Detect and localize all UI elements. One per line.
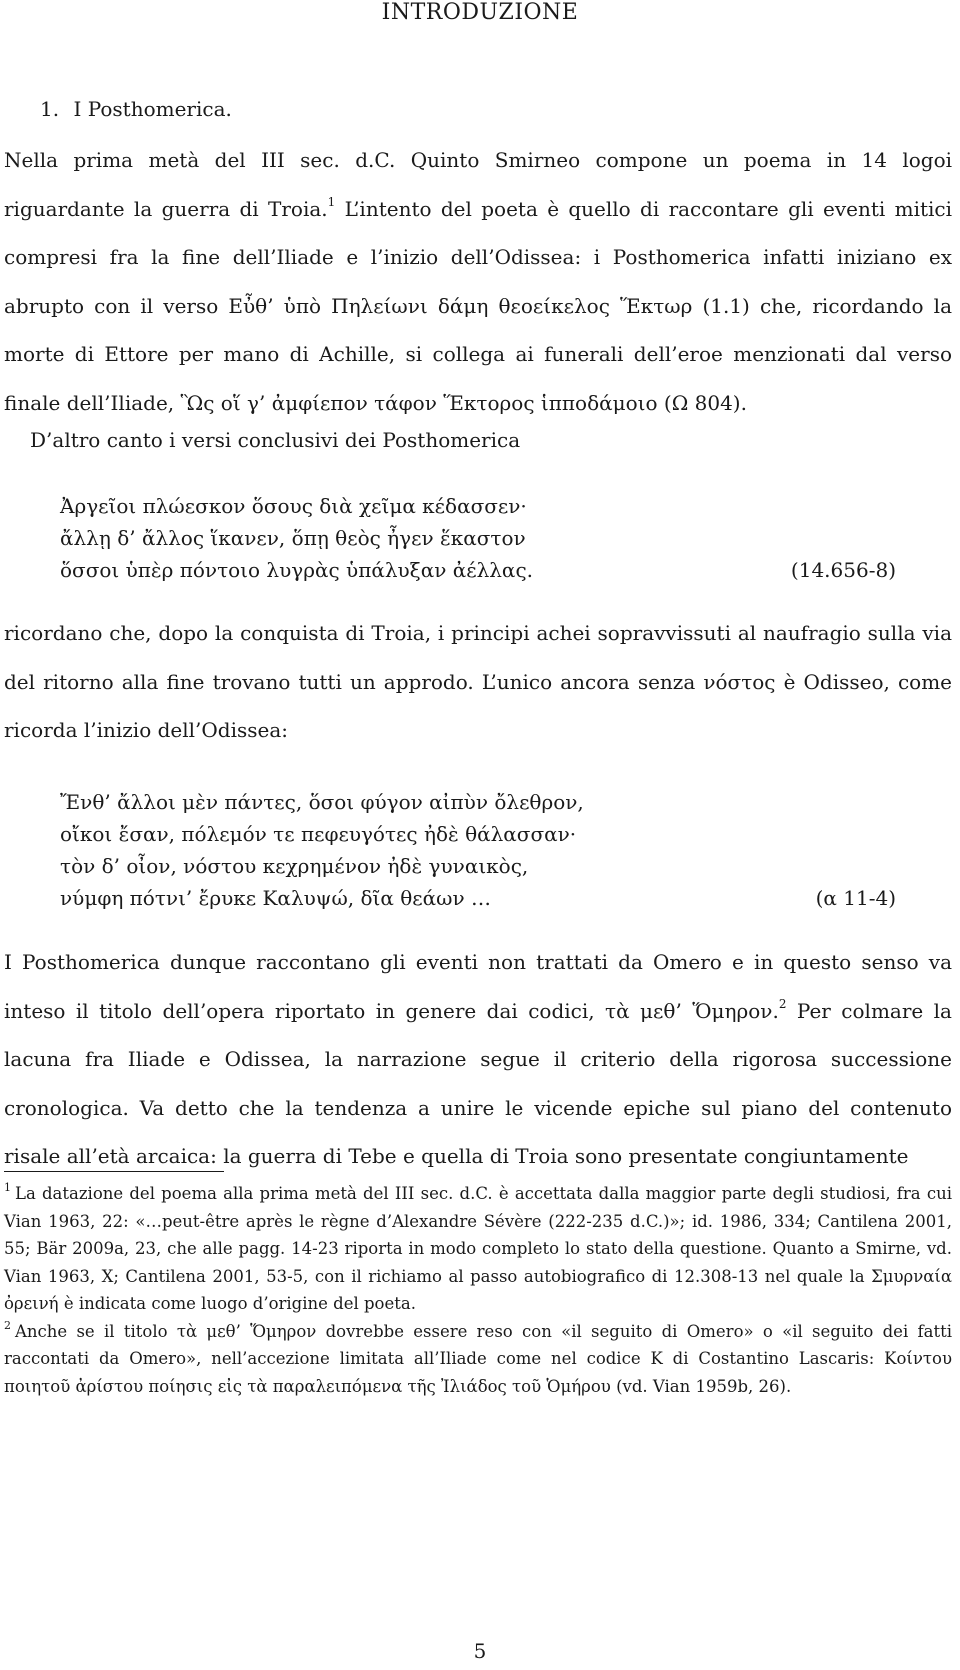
paragraph-text-b: Per colmare la lacuna fra Iliade e Odissea, la narrazione segue il criterio della rigorosa successione cronologica. Va detto che la tendenza a unire le vicende epiche sul piano del contenuto risale all’età arcaica: la guerra di Tebe e quella di Troia sono presentate congiuntamente — [4, 998, 952, 1168]
verse-line: Ἀργεῖοι πλώεσκον ὅσους διὰ χεῖμα κέδασσεν· — [60, 494, 527, 518]
section-title: I Posthomerica. — [73, 97, 232, 121]
verse-line: ἄλλῃ δ’ ἄλλος ἵκανεν, ὅπῃ θεὸς ἦγεν ἕκαστον — [60, 526, 526, 550]
page-number: 5 — [473, 1639, 487, 1663]
verse-line: νύμφη πότνι’ ἔρυκε Καλυψώ, δῖα θεάων … — [60, 886, 491, 910]
paragraph-intro-line1: Nella prima metà del III sec. d.C. Quinto Smirneo compone un poema in 14 logoi — [4, 148, 952, 172]
paragraph-title-meaning — [4, 938, 952, 1181]
footnote-mark: 2 — [4, 1318, 11, 1332]
verse-line: ὅσσοι ὑπὲρ πόντοιο λυγρὰς ὑπάλυξαν ἀέλλας. — [60, 558, 533, 582]
paragraph-intro-text-a: riguardante la guerra di Troia. — [4, 196, 328, 221]
verse-line: οἴκοι ἔσαν, πόλεμόν τε πεφευγότες ἠδὲ θάλασσαν· — [60, 822, 577, 846]
footnote-ref-2[interactable]: 2 — [778, 996, 787, 1011]
verse-quote-odyssey — [60, 786, 584, 914]
section-number: 1. — [40, 97, 60, 121]
footnote-text: La datazione del poema alla prima metà del III sec. d.C. è accettata dalla maggior parte degli studiosi, fra cui Vian 1963, 22: «…peut-être après le règne d’Alexandre Sévère (222-235 d.C.)»; id. 1986, 334; Cantilena 2001, 55; Bär 2009a, 23, che alle pagg. 14-23 riporta in modo completo lo stato della questione. Quanto a Smirne, vd. Vian 1963, X; Cantilena 2001, 53-5, con il richiamo al passo autobiografico di 12.308-13 nel quale la Σμυρναία ὀρεινή è indicata come luogo d’origine del poeta. — [4, 1184, 952, 1313]
paragraph-text-a: I Posthomerica dunque raccontano gli eventi non trattati da Omero e in questo senso va inteso il titolo dell’opera riportato in genere dai codici, τὰ μεθ’ Ὅμηρον. — [4, 950, 952, 1023]
footnote-ref-1[interactable]: 1 — [327, 194, 336, 209]
paragraph-nostos-text: ricordano che, dopo la conquista di Troia, i principi achei sopravvissuti al naufragio sulla via del ritorno alla fine trovano tutti un approdo. L’unico ancora senza νόστος è Odisseo, come ricorda l’inizio dell’Odissea: — [4, 621, 952, 742]
paragraph-nostos — [4, 609, 952, 755]
verse-quote-posthomerica — [60, 490, 533, 586]
footnote-2 — [4, 1318, 952, 1401]
paragraph-intro-rest — [4, 185, 952, 428]
verse-line: Ἔνθ’ ἄλλοι μὲν πάντες, ὅσοι φύγον αἰπὺν ὄλεθρον, — [60, 790, 584, 814]
paragraph-title-meaning-text — [4, 938, 952, 1181]
footnote-1 — [4, 1180, 952, 1318]
footnote-mark: 1 — [4, 1181, 11, 1194]
verse-line: τὸν δ’ οἶον, νόστου κεχρημένον ἠδὲ γυναικὸς, — [60, 854, 529, 878]
footnote-text: Anche se il titolo τὰ μεθ’ Ὅμηρον dovrebbe essere reso con «il seguito di Omero» o «il seguito dei fatti raccontati da Omero», nell’accezione limitata all’Iliade come nel codice K di Costantino Lascaris: Κοίντου ποιητοῦ ἀρίστου ποίησις εἰς τὰ παραλειπόμενα τῆς Ἰλιάδος τοῦ Ὁμήρου (vd. Vian 1959b, 26). — [4, 1321, 952, 1396]
verse-reference: (α 11-4) — [815, 886, 896, 910]
paragraph-intro-text-b: L’intento del poeta è quello di raccontare gli eventi mitici compresi fra la fine dell’Iliade e l’inizio dell’Odissea: i Posthomerica infatti iniziano ex abrupto con il verso Εὖθ’ ὑπὸ Πηλείωνι δάμη θεοείκελος Ἕκτωρ (1.1) che, ricordando la morte di Ettore per mano di Achille, si collega ai funerali dell’eroe menzionati dal verso finale dell’Iliade, Ὣς οἵ γ’ ἀμφίεπον τάφον Ἕκτορος ἱπποδάμοιο (Ω 804). — [4, 196, 952, 415]
section-heading — [40, 94, 232, 124]
paragraph-intro — [4, 136, 952, 427]
verse-reference: (14.656-8) — [790, 558, 896, 582]
footnote-divider — [4, 1171, 224, 1172]
footnotes — [4, 1180, 952, 1400]
transition-line: D’altro canto i versi conclusivi dei Posthomerica — [30, 428, 521, 452]
running-head: INTRODUZIONE — [381, 0, 579, 25]
